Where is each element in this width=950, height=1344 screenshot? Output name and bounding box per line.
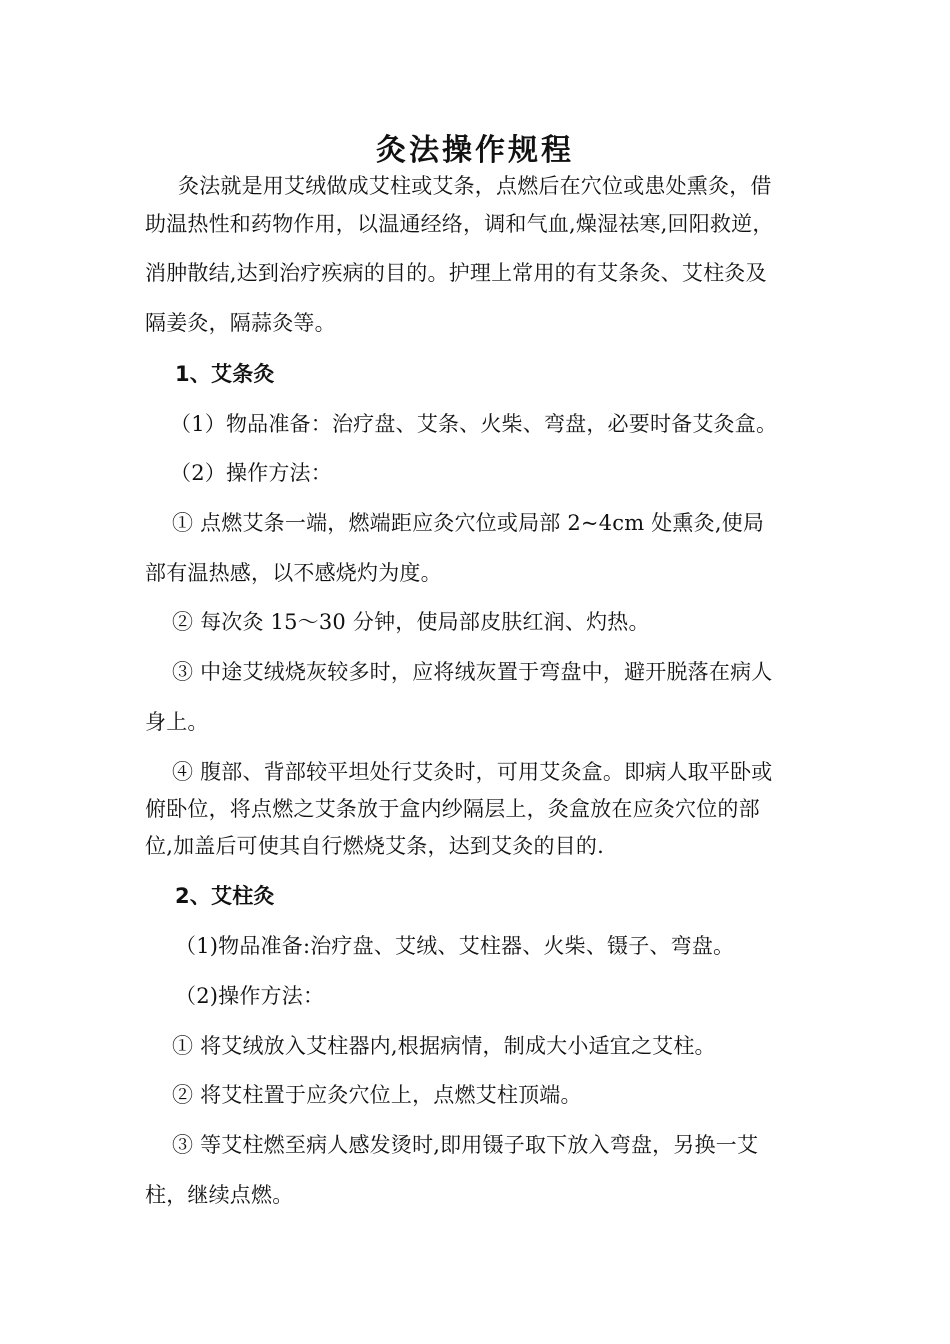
intro-line: 助温热性和药物作用，以温通经络，调和气血,燥湿祛寒,回阳救逆，	[145, 212, 774, 236]
paragraph: （2)操作方法：	[175, 984, 325, 1008]
step-line: ③ 等艾柱燃至病人感发烫时,即用镊子取下放入弯盘，另换一艾	[172, 1133, 759, 1157]
step-line: ② 每次灸 15～30 分钟，使局部皮肤红润、灼热。	[172, 610, 650, 634]
step-line: 柱，继续点燃。	[145, 1183, 294, 1207]
step-line: ① 将艾绒放入艾柱器内,根据病情，制成大小适宜之艾柱。	[172, 1034, 716, 1058]
step-line: ② 将艾柱置于应灸穴位上，点燃艾柱顶端。	[172, 1083, 582, 1107]
section-heading: 2、艾柱灸	[175, 884, 275, 908]
paragraph: （2）操作方法：	[170, 461, 332, 485]
step-line: 位,加盖后可使其自行燃烧艾条，达到艾灸的目的.	[145, 834, 604, 858]
step-line: ③ 中途艾绒烧灰较多时，应将绒灰置于弯盘中，避开脱落在病人	[172, 660, 773, 684]
step-line: 身上。	[145, 710, 209, 734]
intro-line: 灸法就是用艾绒做成艾柱或艾条，点燃后在穴位或患处熏灸，借	[178, 174, 772, 198]
section-heading: 1、艾条灸	[175, 362, 275, 386]
paragraph: （1)物品准备:治疗盘、艾绒、艾柱器、火柴、镊子、弯盘。	[175, 934, 735, 958]
document-title: 灸法操作规程	[376, 133, 574, 168]
step-line: ① 点燃艾条一端，燃端距应灸穴位或局部 2~4cm 处熏灸,使局	[172, 511, 765, 535]
paragraph: （1）物品准备：治疗盘、艾条、火柴、弯盘，必要时备艾灸盒。	[170, 412, 778, 436]
step-line: ④ 腹部、背部较平坦处行艾灸时，可用艾灸盒。即病人取平卧或	[172, 760, 773, 784]
intro-line: 消肿散结,达到治疗疾病的目的。护理上常用的有艾条灸、艾柱灸及	[145, 261, 767, 285]
step-line: 俯卧位，将点燃之艾条放于盒内纱隔层上，灸盒放在应灸穴位的部	[145, 797, 760, 821]
intro-line: 隔姜灸，隔蒜灸等。	[145, 311, 336, 335]
step-line: 部有温热感，以不感烧灼为度。	[145, 561, 442, 585]
